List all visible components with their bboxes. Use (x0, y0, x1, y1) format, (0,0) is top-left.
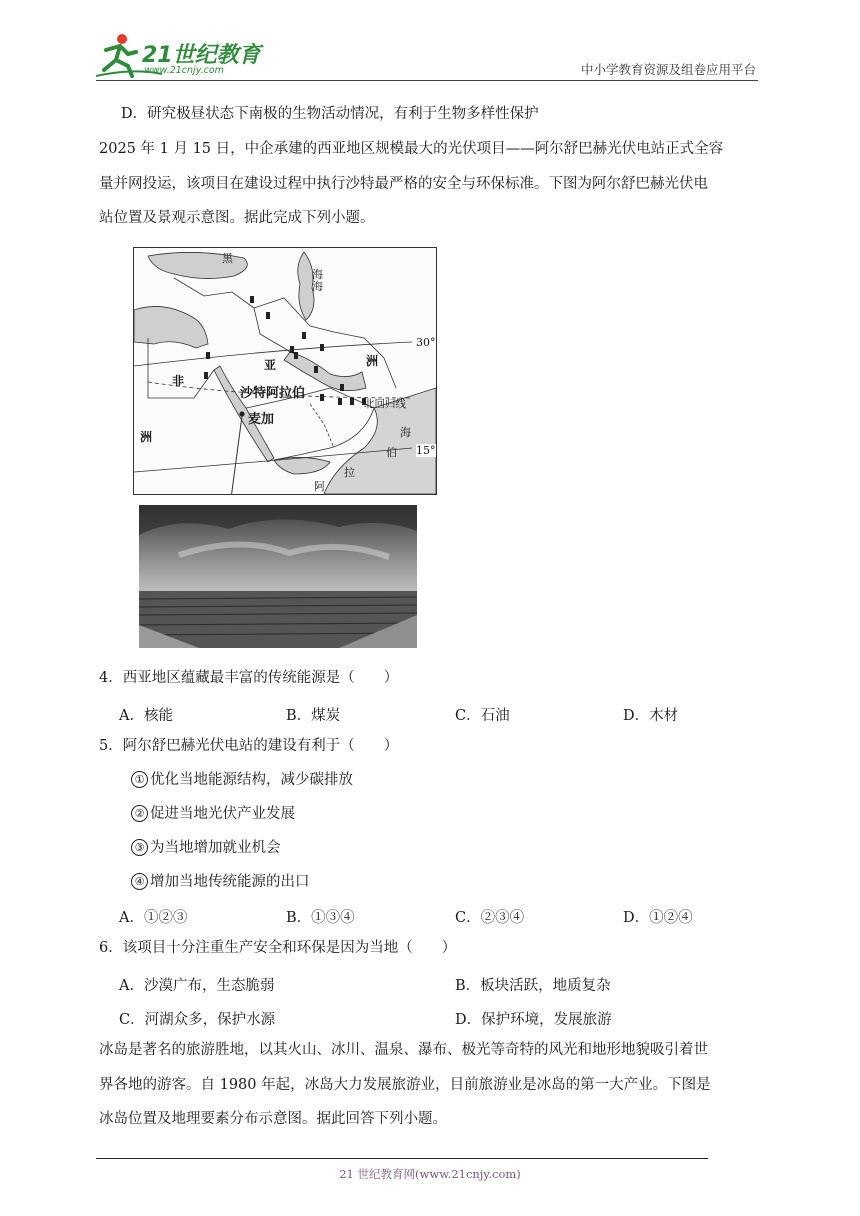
q6-option-a[interactable]: A．沙漠广布，生态脆弱 (119, 978, 275, 994)
map-label-a: 阿 (314, 480, 325, 493)
q5-statement-1-num: ① (131, 771, 148, 788)
map-label-la: 拉 (344, 466, 355, 479)
q5-option-d[interactable]: D．①②④ (623, 910, 693, 926)
q5-statement-2 (131, 804, 295, 824)
q4-option-b[interactable]: B．煤炭 (286, 708, 341, 724)
solar-station-photo (139, 505, 417, 648)
map-label-zhou-asia: 洲 (366, 354, 379, 368)
q5-statement-3-num: ③ (131, 839, 148, 856)
map-label-sea-1: 海 (312, 280, 323, 293)
map-lat-15: 15° (416, 444, 436, 457)
footer-site-link[interactable]: 21 世纪教育网(www.21cnjy.com) (339, 1167, 521, 1181)
map-label-ya: 亚 (264, 358, 277, 372)
map-label-tropic: 北回归线 (364, 398, 406, 410)
passage2-line2: 界各地的游客。自 1980 年起，冰岛大力发展旅游业，目前旅游业是冰岛的第一大产业。下图是 (99, 1077, 711, 1093)
map-label-sea-3: 海 (400, 426, 411, 439)
q5-stem: 5．阿尔舒巴赫光伏电站的建设有利于（ ） (99, 738, 399, 754)
header-divider (96, 80, 758, 81)
map-label-fei: 非 (172, 374, 185, 388)
site-logo (92, 30, 262, 82)
map-label-bo: 伯 (386, 446, 397, 459)
passage2-line3: 冰岛位置及地理要素分布示意图。据此回答下列小题。 (99, 1111, 447, 1127)
logo-url: www.21cnjy.com (144, 65, 224, 76)
q5-statement-4-text: 增加当地传统能源的出口 (150, 874, 310, 890)
q5-statement-2-text: 促进当地光伏产业发展 (150, 806, 295, 822)
map-label-sea-2: 海 (312, 268, 323, 281)
q5-option-a[interactable]: A．①②③ (119, 910, 188, 926)
q4-option-a[interactable]: A．核能 (119, 708, 173, 724)
passage1-line1: 2025 年 1 月 15 日，中企承建的西亚地区规模最大的光伏项目——阿尔舒巴赫光伏电站正式全容 (99, 141, 724, 157)
map-lat-30: 30° (416, 336, 436, 349)
q4-option-c[interactable]: C．石油 (455, 708, 510, 724)
map-label-black: 黑 (222, 252, 233, 265)
prev-question-option-d: D．研究极昼状态下南极的生物活动情况，有利于生物多样性保护 (121, 106, 539, 122)
q5-option-c[interactable]: C．②③④ (455, 910, 525, 926)
q5-option-b[interactable]: B．①③④ (286, 910, 355, 926)
map-label-saudi-arabia: 沙特阿拉伯 (240, 386, 306, 401)
q6-option-b[interactable]: B．板块活跃，地质复杂 (455, 978, 611, 994)
q5-statement-3-text: 为当地增加就业机会 (150, 840, 281, 856)
logo-text: 21世纪教育 (142, 43, 261, 68)
q6-stem: 6．该项目十分注重生产安全和环保是因为当地（ ） (99, 940, 457, 956)
q5-statement-1 (131, 770, 353, 790)
q5-statement-4 (131, 872, 310, 892)
q5-statement-1-text: 优化当地能源结构，减少碳排放 (150, 772, 353, 788)
passage1-line3: 站位置及景观示意图。据此完成下列小题。 (99, 210, 375, 226)
q5-statement-2-num: ② (131, 805, 148, 822)
q5-statement-3 (131, 838, 281, 858)
map-label-mecca: 麦加 (248, 412, 275, 427)
q4-stem: 4．西亚地区蕴藏最丰富的传统能源是（ ） (99, 670, 399, 686)
q4-option-d[interactable]: D．木材 (623, 708, 679, 724)
header-platform-name: 中小学教育资源及组卷应用平台 (580, 62, 756, 77)
q6-option-c[interactable]: C．河湖众多，保护水源 (119, 1012, 276, 1028)
west-asia-map (133, 247, 437, 495)
map-label-zhou-africa: 洲 (140, 430, 153, 444)
passage1-line2: 量并网投运，该项目在建设过程中执行沙特最严格的安全与环保标准。下图为阿尔舒巴赫光伏电 (99, 176, 708, 192)
footer-divider (96, 1158, 708, 1159)
q5-statement-4-num: ④ (131, 873, 148, 890)
q6-option-d[interactable]: D．保护环境，发展旅游 (455, 1012, 612, 1028)
passage2-line1: 冰岛是著名的旅游胜地，以其火山、冰川、温泉、瀑布、极光等奇特的风光和地形地貌吸引着世 (99, 1042, 708, 1058)
